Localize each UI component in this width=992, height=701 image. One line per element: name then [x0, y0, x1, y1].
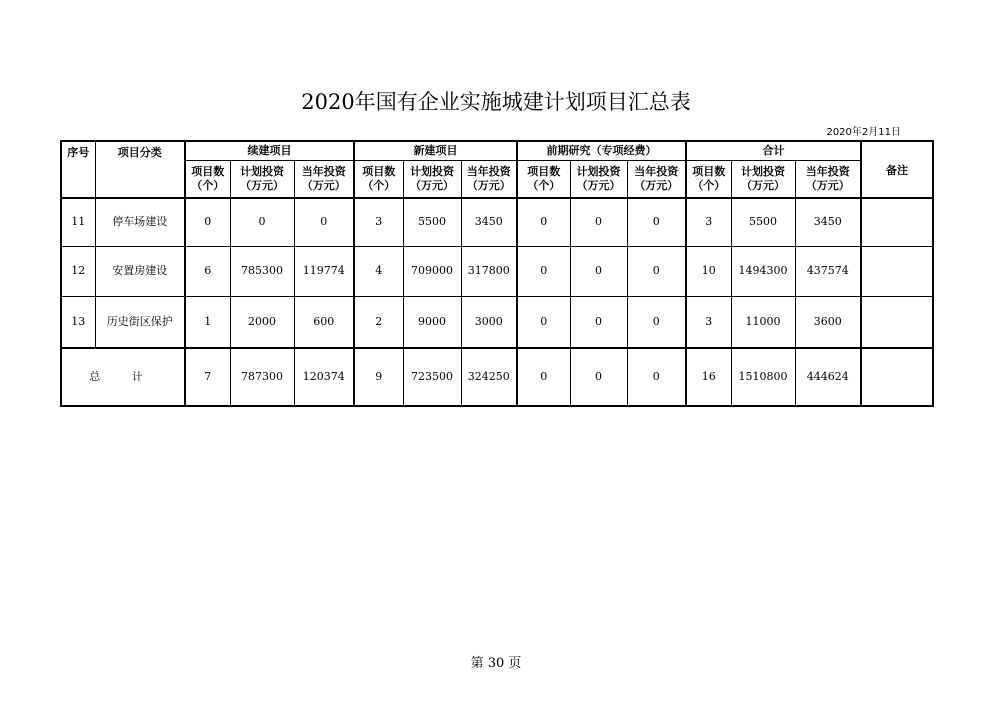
cell-new-plan: 709000 — [403, 246, 461, 296]
header-cont-plan: 计划投资 （万元） — [230, 160, 294, 198]
cell-cont-year: 0 — [294, 198, 354, 246]
header-total-plan: 计划投资 （万元） — [731, 160, 795, 198]
header-group-continued: 续建项目 — [185, 141, 354, 160]
cell-total-year: 3450 — [795, 198, 861, 246]
header-cont-year: 当年投资 （万元） — [294, 160, 354, 198]
summary-total-plan: 1510800 — [731, 348, 795, 406]
header-new-year: 当年投资 （万元） — [461, 160, 517, 198]
header-group-new: 新建项目 — [354, 141, 517, 160]
cell-new-year: 3450 — [461, 198, 517, 246]
cell-total-count: 3 — [686, 198, 731, 246]
summary-pre-count: 0 — [517, 348, 570, 406]
cell-cont-count: 0 — [185, 198, 230, 246]
cell-new-plan: 5500 — [403, 198, 461, 246]
row-category: 安置房建设 — [95, 246, 185, 296]
cell-cont-plan: 0 — [230, 198, 294, 246]
header-total-count: 项目数 （个） — [686, 160, 731, 198]
summary-pre-year: 0 — [627, 348, 686, 406]
cell-cont-count: 6 — [185, 246, 230, 296]
page-title: 2020年国有企业实施城建计划项目汇总表 — [301, 90, 691, 114]
row-number: 13 — [61, 296, 95, 348]
cell-cont-year: 119774 — [294, 246, 354, 296]
summary-new-count: 9 — [354, 348, 403, 406]
row-category: 历史街区保护 — [95, 296, 185, 348]
cell-new-plan: 9000 — [403, 296, 461, 348]
cell-new-year: 317800 — [461, 246, 517, 296]
header-group-preliminary: 前期研究（专项经费） — [517, 141, 686, 160]
cell-cont-plan: 785300 — [230, 246, 294, 296]
table-row — [61, 296, 933, 348]
cell-cont-year: 600 — [294, 296, 354, 348]
cell-new-count: 2 — [354, 296, 403, 348]
row-number: 12 — [61, 246, 95, 296]
cell-pre-year: 0 — [627, 198, 686, 246]
summary-total-count: 16 — [686, 348, 731, 406]
cell-pre-year: 0 — [627, 296, 686, 348]
header-total-year: 当年投资 （万元） — [795, 160, 861, 198]
header-pre-plan: 计划投资 （万元） — [570, 160, 627, 198]
summary-total-year: 444624 — [795, 348, 861, 406]
header-row-groups — [61, 141, 933, 160]
header-remark: 备注 — [861, 141, 933, 198]
header-category: 项目分类 — [95, 141, 185, 198]
cell-pre-plan: 0 — [570, 246, 627, 296]
summary-row — [61, 348, 933, 406]
summary-new-year: 324250 — [461, 348, 517, 406]
summary-table — [60, 140, 934, 407]
row-number: 11 — [61, 198, 95, 246]
cell-new-count: 3 — [354, 198, 403, 246]
summary-cont-plan: 787300 — [230, 348, 294, 406]
page-number: 第 30 页 — [470, 656, 522, 671]
cell-pre-year: 0 — [627, 246, 686, 296]
cell-pre-plan: 0 — [570, 198, 627, 246]
summary-remark — [861, 348, 933, 406]
header-pre-year: 当年投资 （万元） — [627, 160, 686, 198]
cell-cont-plan: 2000 — [230, 296, 294, 348]
cell-remark — [861, 198, 933, 246]
cell-pre-count: 0 — [517, 246, 570, 296]
cell-total-plan: 11000 — [731, 296, 795, 348]
cell-total-year: 3600 — [795, 296, 861, 348]
table-row — [61, 246, 933, 296]
summary-cont-year: 120374 — [294, 348, 354, 406]
summary-pre-plan: 0 — [570, 348, 627, 406]
cell-total-count: 3 — [686, 296, 731, 348]
table-row — [61, 198, 933, 246]
row-category: 停车场建设 — [95, 198, 185, 246]
header-seq: 序号 — [61, 141, 95, 198]
report-date: 2020年2月11日 — [826, 127, 901, 138]
summary-cont-count: 7 — [185, 348, 230, 406]
cell-cont-count: 1 — [185, 296, 230, 348]
cell-pre-plan: 0 — [570, 296, 627, 348]
cell-total-year: 437574 — [795, 246, 861, 296]
header-group-total: 合计 — [686, 141, 861, 160]
header-pre-count: 项目数 （个） — [517, 160, 570, 198]
header-new-count: 项目数 （个） — [354, 160, 403, 198]
header-cont-count: 项目数 （个） — [185, 160, 230, 198]
cell-new-year: 3000 — [461, 296, 517, 348]
cell-total-plan: 1494300 — [731, 246, 795, 296]
header-row-sub — [61, 160, 933, 198]
cell-total-plan: 5500 — [731, 198, 795, 246]
cell-new-count: 4 — [354, 246, 403, 296]
cell-pre-count: 0 — [517, 296, 570, 348]
summary-label: 总 计 — [61, 348, 185, 406]
header-new-plan: 计划投资 （万元） — [403, 160, 461, 198]
cell-total-count: 10 — [686, 246, 731, 296]
cell-remark — [861, 246, 933, 296]
cell-remark — [861, 296, 933, 348]
cell-pre-count: 0 — [517, 198, 570, 246]
summary-new-plan: 723500 — [403, 348, 461, 406]
